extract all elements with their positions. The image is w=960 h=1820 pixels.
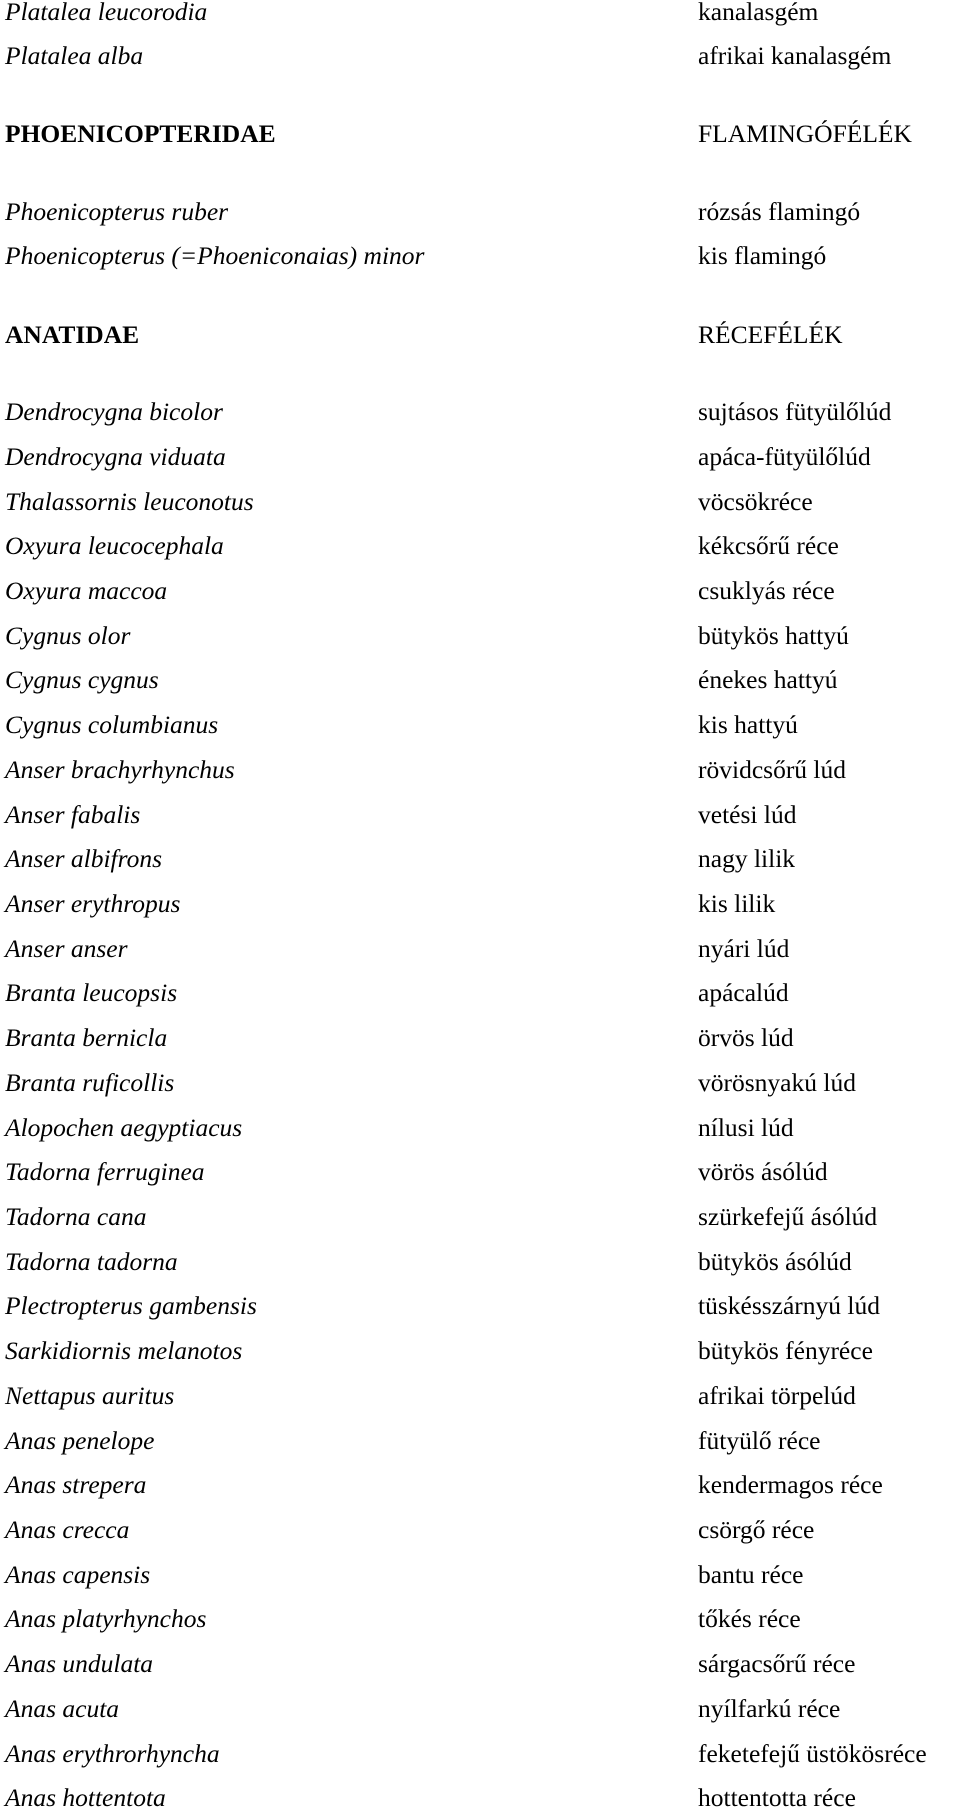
hungarian-name: sujtásos fütyülőlúd [698,397,892,426]
family-heading-row [0,313,960,357]
species-row [0,882,960,926]
species-row [0,480,960,524]
hungarian-name: apáca-fütyülőlúd [698,442,871,471]
hungarian-name: rózsás flamingó [698,197,861,226]
species-row [0,0,960,34]
species-row [0,1150,960,1194]
hungarian-name: nagy lilik [698,844,796,873]
species-row [0,793,960,837]
species-row [0,190,960,234]
latin-name: Thalassornis leuconotus [5,487,254,516]
family-hungarian-name: RÉCEFÉLÉK [698,320,843,349]
species-row [0,34,960,78]
hungarian-name: csörgő réce [698,1515,815,1544]
species-row [0,1016,960,1060]
species-row [0,1553,960,1597]
species-row [0,748,960,792]
species-row [0,1419,960,1463]
latin-name: Anas undulata [5,1649,154,1678]
latin-name: Plectropterus gambensis [5,1291,257,1320]
family-latin-name: PHOENICOPTERIDAE [5,119,276,148]
hungarian-name: kis hattyú [698,710,798,739]
hungarian-name: afrikai törpelúd [698,1381,856,1410]
hungarian-name: bütykös fényréce [698,1336,873,1365]
latin-name: Anas strepera [5,1470,147,1499]
latin-name: Cygnus olor [5,621,131,650]
species-row [0,1240,960,1284]
latin-name: Sarkidiornis melanotos [5,1336,243,1365]
hungarian-name: kis lilik [698,889,776,918]
latin-name: Phoenicopterus ruber [5,197,229,226]
species-row [0,1106,960,1150]
latin-name: Tadorna cana [5,1202,147,1231]
hungarian-name: vörös ásólúd [698,1157,828,1186]
latin-name: Branta leucopsis [5,978,178,1007]
latin-name: Branta bernicla [5,1023,168,1052]
latin-name: Anas hottentota [5,1783,166,1812]
hungarian-name: vörösnyakú lúd [698,1068,856,1097]
hungarian-name: fütyülő réce [698,1426,821,1455]
hungarian-name: bütykös hattyú [698,621,849,650]
latin-name: Nettapus auritus [5,1381,175,1410]
latin-name: Platalea leucorodia [5,0,208,26]
species-row [0,1732,960,1776]
latin-name: Anas crecca [5,1515,130,1544]
latin-name: Tadorna tadorna [5,1247,178,1276]
hungarian-name: kis flamingó [698,241,827,270]
family-latin-name: ANATIDAE [5,320,140,349]
latin-name: Anser albifrons [5,844,163,873]
species-row [0,703,960,747]
hungarian-name: bütykös ásólúd [698,1247,852,1276]
species-row [0,1642,960,1686]
latin-name: Dendrocygna bicolor [5,397,223,426]
hungarian-name: nílusi lúd [698,1113,794,1142]
latin-name: Alopochen aegyptiacus [5,1113,243,1142]
species-row [0,390,960,434]
species-row [0,569,960,613]
hungarian-name: tüskésszárnyú lúd [698,1291,881,1320]
latin-name: Anser erythropus [5,889,181,918]
species-row [0,837,960,881]
latin-name: Cygnus cygnus [5,665,159,694]
hungarian-name: vetési lúd [698,800,797,829]
species-row [0,658,960,702]
hungarian-name: feketefejű üstökösréce [698,1739,927,1768]
hungarian-name: sárgacsőrű réce [698,1649,856,1678]
species-row [0,971,960,1015]
latin-name: Tadorna ferruginea [5,1157,205,1186]
species-row [0,614,960,658]
hungarian-name: énekes hattyú [698,665,838,694]
latin-name: Anas capensis [5,1560,151,1589]
latin-name: Phoenicopterus (=Phoeniconaias) minor [5,241,425,270]
latin-name: Branta ruficollis [5,1068,175,1097]
species-row [0,1687,960,1731]
species-row [0,1329,960,1373]
latin-name: Anser anser [5,934,128,963]
species-row [0,1597,960,1641]
hungarian-name: nyári lúd [698,934,790,963]
latin-name: Oxyura leucocephala [5,531,224,560]
hungarian-name: afrikai kanalasgém [698,41,892,70]
latin-name: Dendrocygna viduata [5,442,226,471]
hungarian-name: kendermagos réce [698,1470,883,1499]
family-heading-row [0,112,960,156]
latin-name: Anas erythrorhyncha [5,1739,220,1768]
latin-name: Anas acuta [5,1694,120,1723]
latin-name: Anser fabalis [5,800,141,829]
hungarian-name: nyílfarkú réce [698,1694,841,1723]
hungarian-name: rövidcsőrű lúd [698,755,847,784]
latin-name: Oxyura maccoa [5,576,168,605]
hungarian-name: tőkés réce [698,1604,801,1633]
latin-name: Platalea alba [5,41,144,70]
species-row [0,927,960,971]
hungarian-name: bantu réce [698,1560,804,1589]
hungarian-name: vöcsökréce [698,487,813,516]
species-row [0,524,960,568]
hungarian-name: hottentotta réce [698,1783,856,1812]
hungarian-name: örvös lúd [698,1023,794,1052]
latin-name: Anser brachyrhynchus [5,755,235,784]
family-hungarian-name: FLAMINGÓFÉLÉK [698,119,912,148]
hungarian-name: kanalasgém [698,0,819,26]
species-row [0,1284,960,1328]
hungarian-name: csuklyás réce [698,576,835,605]
species-row [0,1374,960,1418]
species-row [0,1463,960,1507]
species-row [0,1508,960,1552]
hungarian-name: apácalúd [698,978,789,1007]
hungarian-name: kékcsőrű réce [698,531,839,560]
latin-name: Anas platyrhynchos [5,1604,207,1633]
species-row [0,1061,960,1105]
species-row [0,435,960,479]
species-row [0,234,960,278]
species-row [0,1776,960,1820]
latin-name: Cygnus columbianus [5,710,219,739]
latin-name: Anas penelope [5,1426,155,1455]
species-row [0,1195,960,1239]
hungarian-name: szürkefejű ásólúd [698,1202,878,1231]
